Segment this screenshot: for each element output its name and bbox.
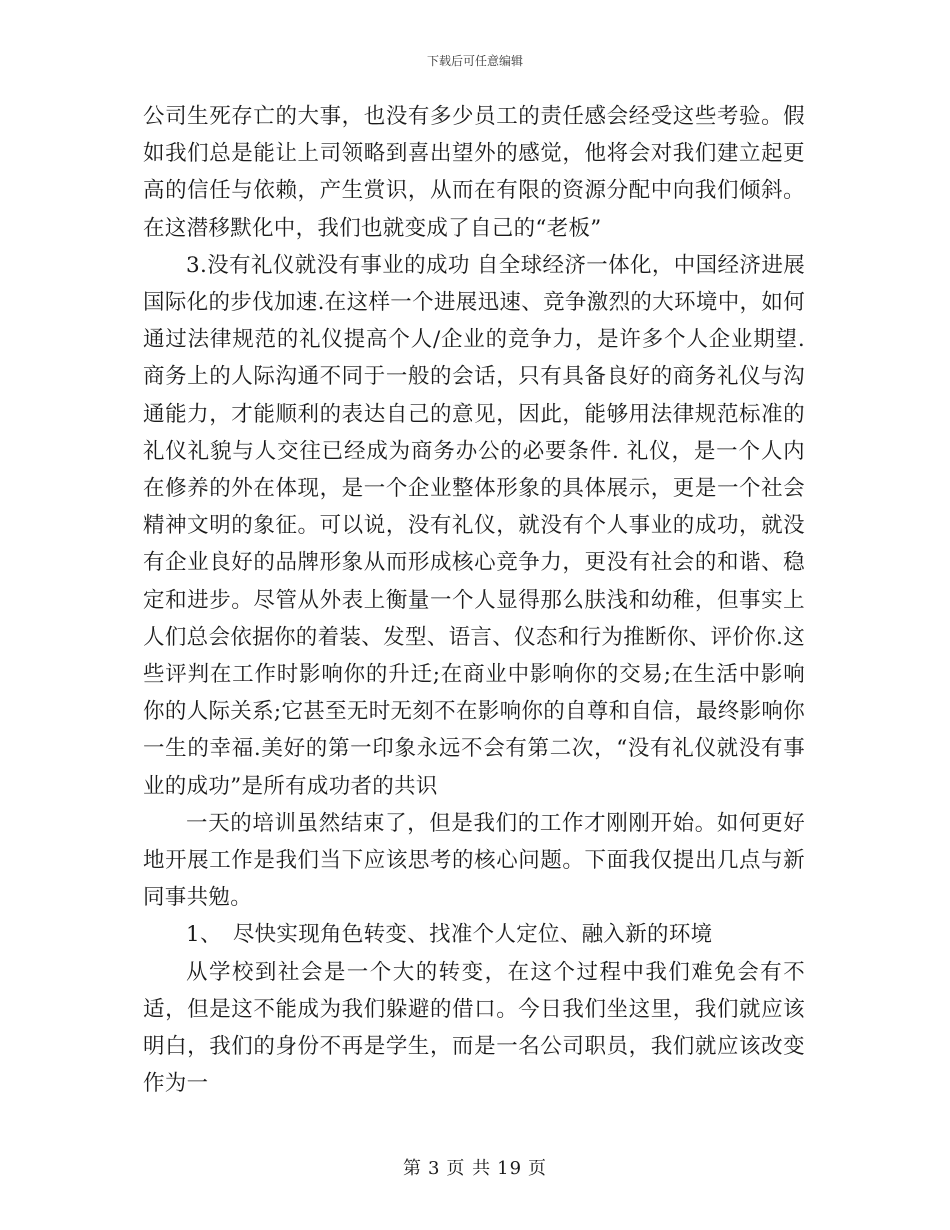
paragraph-etiquette: 3.没有礼仪就没有事业的成功 自全球经济一体化，中国经济进展国际化的步伐加速.在这样一个进展迅速、竞争激烈的大环境中，如何通过法律规范的礼仪提高个人/企业的竞争力，是许多个人企业期望.商务上的人际沟通不同于一般的会话，只有具备良好的商务礼仪与沟通能力，才能顺利的表达自己的意见，因此，能够用法律规范标准的礼仪礼貌与人交往已经成为商务办公的必要条件. 礼仪，是一个人内在修养的外在体现，是一个企业整体形象的具体展示，更是一个社会精神文明的象征。可以说，没有礼仪，就没有个人事业的成功，就没有企业良好的品牌形象从而形成核心竞争力，更没有社会的和谐、稳定和进步。尽管从外表上衡量一个人显得那么肤浅和幼稚，但事实上人们总会依据你的着装、发型、语言、仪态和行为推断你、评价你.这些评判在工作时影响你的升迁;在商业中影响你的交易;在生活中影响你的人际关系;它甚至无时无刻不在影响你的自尊和自信，最终影响你一生的幸福.美好的第一印象永远不会有第二次，“没有礼仪就没有事业的成功”是所有成功者的共识 — [143, 252, 805, 799]
paragraph-continuation: 公司生死存亡的大事，也没有多少员工的责任感会经受这些考验。假如我们总是能让上司领略到喜出望外的感觉，他将会对我们建立起更高的信任与依赖，产生赏识，从而在有限的资源分配中向我们倾斜。在这潜移默化中，我们也就变成了自己的“老板” — [143, 104, 805, 241]
document-body — [143, 98, 805, 1102]
paragraph-role-change: 从学校到社会是一个大的转变，在这个过程中我们难免会有不适，但是这不能成为我们躲避的借口。今日我们坐这里，我们就应该明白，我们的身份不再是学生，而是一名公司职员，我们就应该改变作为一 — [143, 959, 805, 1097]
page-footer — [0, 1154, 950, 1180]
footer-suffix: 页 — [528, 1158, 548, 1179]
footer-middle: 页 共 — [446, 1158, 492, 1179]
footer-prefix: 第 — [402, 1158, 422, 1179]
page-header-note: 下载后可任意编辑 — [426, 54, 523, 68]
paragraph-heading-1: 1、 尽快实现角色转变、找准个人定位、融入新的环境 — [186, 922, 713, 948]
footer-page-number: 3 — [427, 1158, 441, 1179]
paragraph-training-end: 一天的培训虽然结束了，但是我们的工作才刚刚开始。如何更好地开展工作是我们当下应该思考的核心问题。下面我仅提出几点与新同事共勉。 — [143, 810, 805, 911]
footer-total-pages: 19 — [497, 1158, 523, 1179]
